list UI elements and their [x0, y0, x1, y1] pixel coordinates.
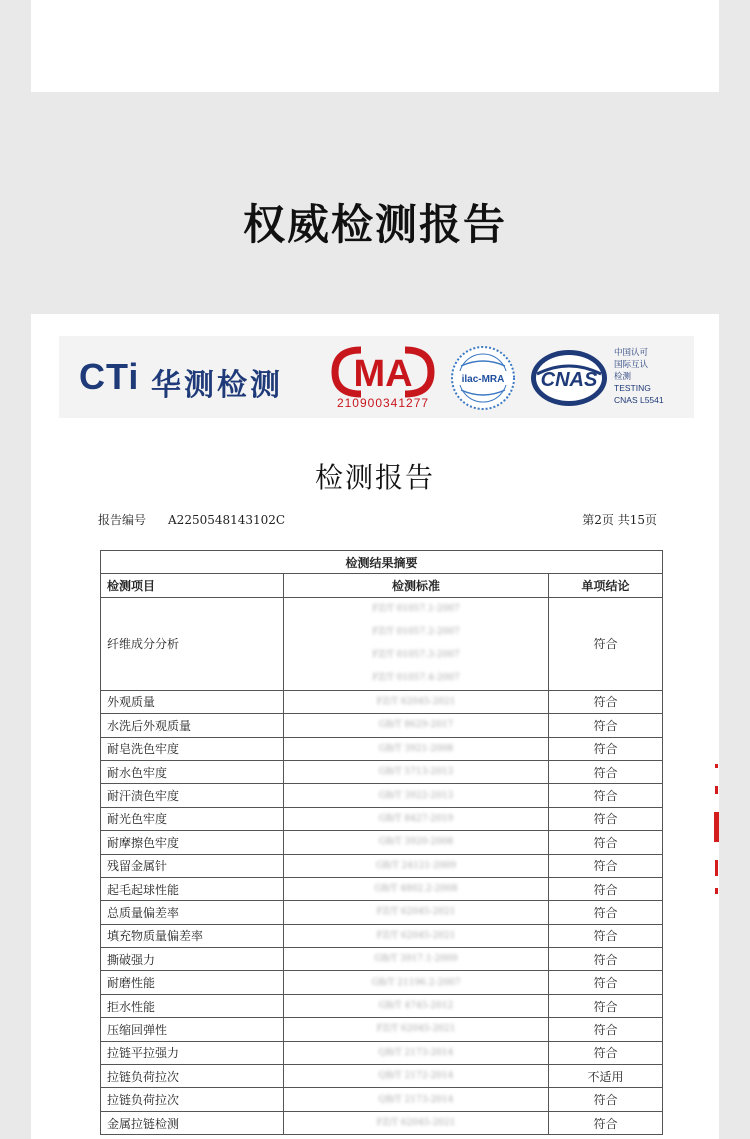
table-row [101, 948, 663, 971]
test-result: 符合 [549, 1111, 663, 1134]
standard-line: GB/T 4745-2012 [378, 1001, 454, 1012]
test-item: 撕破强力 [101, 948, 284, 971]
standard-line: GB/T 3921-2008 [378, 743, 454, 754]
standard-line: QB/T 2173-2014 [378, 1094, 454, 1105]
table-row [101, 1018, 663, 1041]
test-standard [284, 971, 549, 994]
test-standard [284, 948, 549, 971]
standard-line: FZ/T 62045-2021 [376, 1118, 456, 1128]
standard-line: FZ/T 01057.2-2007 [372, 626, 460, 637]
report-document [31, 314, 719, 1139]
test-result: 符合 [549, 690, 663, 713]
table-row [101, 714, 663, 737]
standard-line: GB/T 3922-2013 [378, 790, 454, 801]
standard-line: GB/T 5713-2013 [378, 767, 454, 778]
test-standard [284, 994, 549, 1017]
test-item: 纤维成分分析 [101, 597, 284, 690]
report-number-label: 报告编号 [98, 513, 147, 527]
test-standard [284, 1111, 549, 1134]
cnas-line: CNAS L5541 [614, 395, 664, 405]
test-standard [284, 854, 549, 877]
test-result: 符合 [549, 924, 663, 947]
cnas-line: 国际互认 [614, 359, 649, 369]
standard-line: FZ/T 01057.3-2007 [372, 649, 460, 660]
test-result: 不适用 [549, 1065, 663, 1088]
test-item: 耐水色牢度 [101, 760, 284, 783]
test-standard [284, 1018, 549, 1041]
table-row [101, 901, 663, 924]
cnas-line: 检测 [614, 371, 632, 381]
report-number [98, 511, 285, 528]
test-item: 外观质量 [101, 690, 284, 713]
test-item: 金属拉链检测 [101, 1111, 284, 1134]
page-info: 第2页 共15页 [582, 513, 657, 527]
table-row [101, 994, 663, 1017]
test-standard [284, 714, 549, 737]
standard-line: GB/T 21196.2-2007 [371, 977, 461, 988]
report-title: 检测报告 [314, 461, 435, 494]
test-result: 符合 [549, 901, 663, 924]
section-title: 权威检测报告 [242, 200, 507, 249]
test-standard [284, 924, 549, 947]
test-result: 符合 [549, 971, 663, 994]
table-header-row [101, 574, 663, 597]
standard-line: FZ/T 62045-2021 [376, 907, 456, 918]
table-row [101, 971, 663, 994]
test-item: 耐磨性能 [101, 971, 284, 994]
test-standard [284, 877, 549, 900]
test-item: 残留金属针 [101, 854, 284, 877]
test-result: 符合 [549, 994, 663, 1017]
table-row [101, 784, 663, 807]
table-caption: 检测结果摘要 [101, 551, 663, 574]
table-row [101, 597, 663, 690]
test-standard [284, 831, 549, 854]
test-standard [284, 597, 549, 690]
test-item: 耐汗渍色牢度 [101, 784, 284, 807]
test-result: 符合 [549, 1018, 663, 1041]
table-row [101, 1111, 663, 1134]
previous-section-card [31, 0, 719, 92]
table-row [101, 1065, 663, 1088]
test-standard [284, 1088, 549, 1111]
test-item: 拉链平拉强力 [101, 1041, 284, 1064]
table-row [101, 690, 663, 713]
cnas-accreditation-text [614, 346, 664, 406]
test-result: 符合 [549, 1088, 663, 1111]
column-header: 单项结论 [549, 574, 663, 597]
cma-number: 210900341277 [336, 396, 430, 410]
table-row [101, 854, 663, 877]
test-result: 符合 [549, 597, 663, 690]
standard-line: GB/T 24121-2009 [375, 860, 457, 871]
cti-chinese-name: 华测检测 [151, 368, 283, 403]
standard-line: GB/T 4802.2-2008 [374, 884, 458, 895]
standard-line: FZ/T 62045-2021 [376, 1024, 456, 1035]
test-result: 符合 [549, 714, 663, 737]
test-item: 拉链负荷拉次 [101, 1065, 284, 1088]
cnas-logo-icon [529, 348, 609, 408]
table-row [101, 1041, 663, 1064]
standard-line: GB/T 3917.1-2009 [374, 954, 458, 965]
column-header: 检测标准 [284, 574, 549, 597]
standard-line: FZ/T 01057.1-2007 [372, 603, 460, 614]
test-result: 符合 [549, 807, 663, 830]
cma-logo-icon [331, 346, 435, 398]
test-standard [284, 1041, 549, 1064]
test-item: 总质量偏差率 [101, 901, 284, 924]
test-result: 符合 [549, 784, 663, 807]
test-item: 拒水性能 [101, 994, 284, 1017]
ilac-text: ilac-MRA [461, 374, 505, 385]
cma-text: MA [353, 353, 413, 395]
test-result: 符合 [549, 854, 663, 877]
table-row [101, 1088, 663, 1111]
test-item: 压缩回弹性 [101, 1018, 284, 1041]
test-result: 符合 [549, 948, 663, 971]
test-standard [284, 901, 549, 924]
cnas-text: CNAS [540, 369, 598, 391]
ilac-mra-logo-icon [449, 344, 517, 412]
test-standard [284, 1065, 549, 1088]
table-body [101, 690, 663, 1134]
test-item: 耐皂洗色牢度 [101, 737, 284, 760]
report-number-value: A2250548143102C [168, 513, 286, 527]
test-item: 填充物质量偏差率 [101, 924, 284, 947]
test-item: 起毛起球性能 [101, 877, 284, 900]
table-row [101, 760, 663, 783]
test-standard [284, 737, 549, 760]
test-result: 符合 [549, 737, 663, 760]
table-row [101, 877, 663, 900]
cti-logo: CTi [79, 356, 140, 397]
table-row [101, 807, 663, 830]
standard-line: GB/T 8427-2019 [378, 813, 454, 824]
standard-line: GB/T 8629-2017 [378, 720, 454, 731]
table-row [101, 831, 663, 854]
test-result: 符合 [549, 760, 663, 783]
table-row [101, 737, 663, 760]
certification-logo-band [59, 336, 694, 418]
cnas-line: 中国认可 [614, 347, 649, 357]
results-table [100, 550, 663, 1135]
cnas-line: TESTING [614, 383, 651, 393]
test-result: 符合 [549, 877, 663, 900]
test-standard [284, 784, 549, 807]
standard-line: FZ/T 01057.4-2007 [372, 672, 460, 683]
test-item: 水洗后外观质量 [101, 714, 284, 737]
standard-line: FZ/T 62045-2021 [376, 930, 456, 941]
test-standard [284, 760, 549, 783]
red-edge-marks [713, 764, 719, 896]
standard-line: QB/T 2172-2014 [378, 1071, 454, 1082]
test-standard [284, 690, 549, 713]
table-caption-row [101, 551, 663, 574]
column-header: 检测项目 [101, 574, 284, 597]
test-standard [284, 807, 549, 830]
table-row [101, 924, 663, 947]
test-result: 符合 [549, 831, 663, 854]
test-item: 耐光色牢度 [101, 807, 284, 830]
test-result: 符合 [549, 1041, 663, 1064]
test-item: 耐摩擦色牢度 [101, 831, 284, 854]
standard-line: FZ/T 62045-2021 [376, 696, 456, 707]
standard-line: QB/T 2173-2014 [378, 1047, 454, 1058]
standard-line: GB/T 3920-2008 [378, 837, 454, 848]
test-item: 拉链负荷拉次 [101, 1088, 284, 1111]
